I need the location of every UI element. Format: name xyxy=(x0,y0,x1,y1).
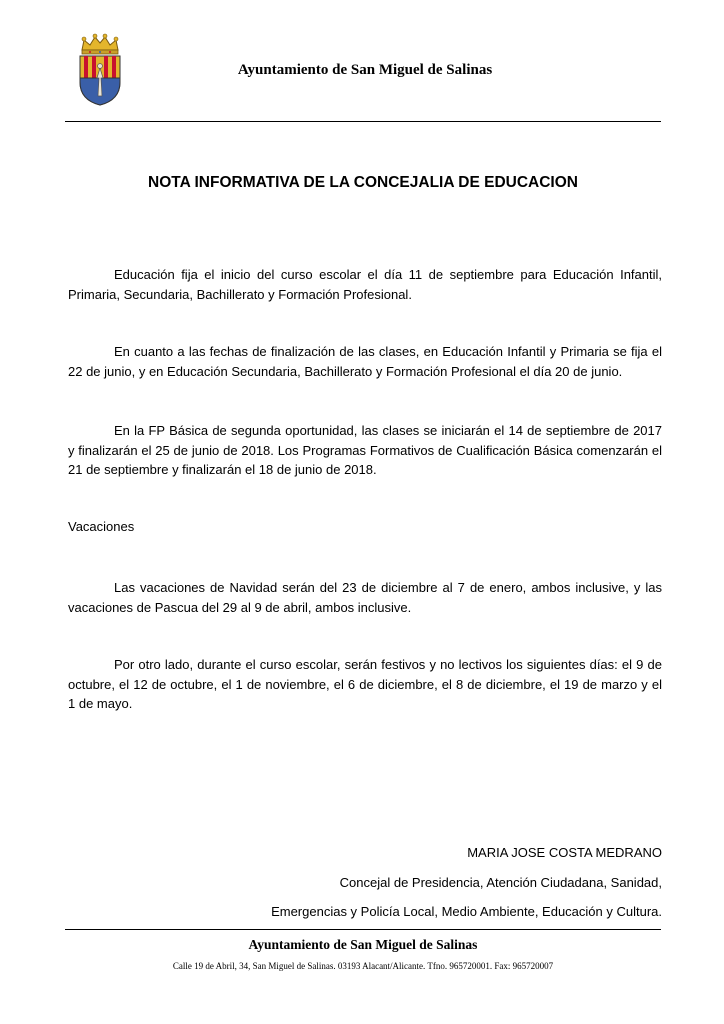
footer-divider xyxy=(65,929,661,930)
section-heading-vacations: Vacaciones xyxy=(68,519,135,534)
paragraph-non-teaching-days: Por otro lado, durante el curso escolar, serán festivos y no lectivos los siguientes días: el 9 de octubre, el 12 de octubre, el 1 de noviembre, el 6 de diciembre, el 8 de diciembre, el 19 de marzo y el 1 de mayo. xyxy=(68,657,662,711)
header-institution-name: Ayuntamiento de San Miguel de Salinas xyxy=(237,62,493,78)
footer-institution-name: Ayuntamiento de San Miguel de Salinas xyxy=(248,937,478,952)
paragraph-course-end: En cuanto a las fechas de finalización de las clases, en Educación Infantil y Primaria se fija el 22 de junio, y en Educación Secundaria, Bachillerato y Formación Profesional el día 20 de junio. xyxy=(68,344,662,379)
municipal-coat-of-arms-icon xyxy=(76,32,124,106)
paragraph-holidays: Las vacaciones de Navidad serán del 23 de diciembre al 7 de enero, ambos inclusive, y las vacaciones de Pascua del 29 al 9 de abril, ambos inclusive. xyxy=(68,580,662,615)
paragraph-fp-basica: En la FP Básica de segunda oportunidad, las clases se iniciarán el 14 de septiembre de 2017 y finalizarán el 25 de junio de 2018. Los Programas Formativos de Cualificación Básica comenzarán el 21 de septiembre y finalizarán el 18 de junio de 2018. xyxy=(68,423,662,477)
signatory-role-line-2: Emergencias y Policía Local, Medio Ambiente, Educación y Cultura. xyxy=(271,904,662,919)
signatory-role-line-1: Concejal de Presidencia, Atención Ciudadana, Sanidad, xyxy=(339,875,662,890)
signatory-name: MARIA JOSE COSTA MEDRANO xyxy=(467,845,662,860)
header-divider xyxy=(65,121,661,122)
paragraph-course-start: Educación fija el inicio del curso escolar el día 11 de septiembre para Educación Infantil, Primaria, Secundaria, Bachillerato y Formación Profesional. xyxy=(68,267,662,302)
footer-address: Calle 19 de Abril, 34, San Miguel de Salinas. 03193 Alacant/Alicante. Tfno. 965720001. Fax: 965720007 xyxy=(172,961,554,971)
document-title: NOTA INFORMATIVA DE LA CONCEJALIA DE EDUCACION xyxy=(148,174,578,191)
